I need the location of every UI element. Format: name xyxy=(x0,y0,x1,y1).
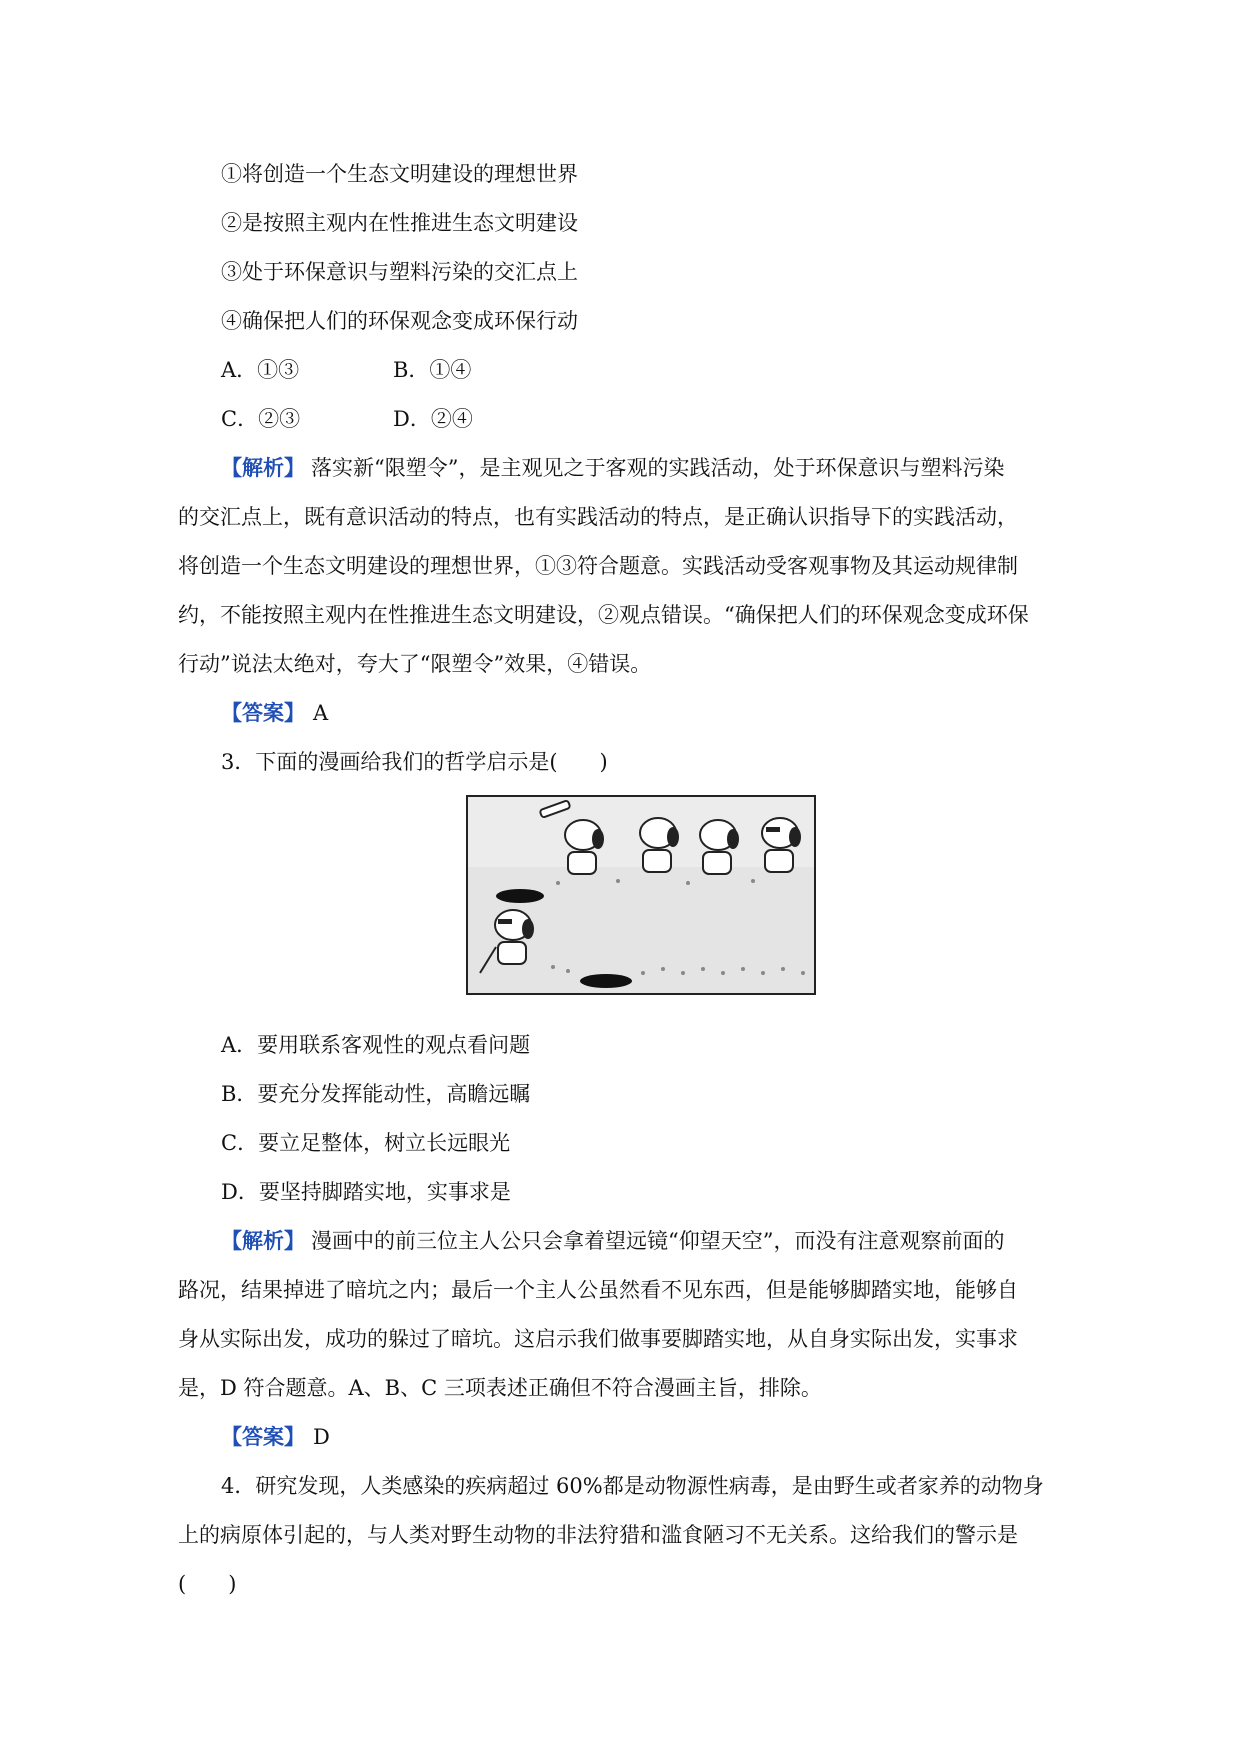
options-row-2 xyxy=(221,404,473,434)
option-b: B．①④ xyxy=(393,358,472,382)
answer-tag-3: 【答案】 xyxy=(221,1424,305,1449)
cartoon-image xyxy=(466,795,816,995)
analysis-line-5: 行动”说法太绝对，夸大了“限塑令”效果，④错误。 xyxy=(178,652,652,676)
option-c: C．②③ xyxy=(221,407,301,431)
option-b-3: B．要充分发挥能动性，高瞻远瞩 xyxy=(221,1082,531,1106)
answer-value-3: D xyxy=(313,1425,330,1449)
option-d: D．②④ xyxy=(393,407,473,431)
analysis-line-3: 将创造一个生态文明建设的理想世界，①③符合题意。实践活动受客观事物及其运动规律制 xyxy=(178,554,1018,578)
analysis-line-2: 的交汇点上，既有意识活动的特点，也有实践活动的特点，是正确认识指导下的实践活动， xyxy=(178,505,1018,529)
cartoon-illustration xyxy=(468,797,814,993)
option-c-3: C．要立足整体，树立长远眼光 xyxy=(221,1131,511,1155)
answer-line xyxy=(221,698,328,728)
analysis-line-4: 约，不能按照主观内在性推进生态文明建设，②观点错误。“确保把人们的环保观念变成环保 xyxy=(178,603,1029,627)
analysis-tag: 【解析】 xyxy=(221,455,305,480)
analysis-line-1: 【解析】 落实新“限塑令”，是主观见之于客观的实践活动，处于环保意识与塑料污染 xyxy=(221,455,1005,480)
option-a-3: A．要用联系客观性的观点看问题 xyxy=(221,1033,531,1057)
question-4-line-2: 上的病原体引起的，与人类对野生动物的非法狩猎和滥食陋习不无关系。这给我们的警示是 xyxy=(178,1523,1018,1547)
answer-value: A xyxy=(313,701,329,725)
statement-3: ③处于环保意识与塑料污染的交汇点上 xyxy=(221,260,578,284)
statement-4: ④确保把人们的环保观念变成环保行动 xyxy=(221,309,578,333)
statement-1: ①将创造一个生态文明建设的理想世界 xyxy=(221,162,578,186)
question-4-line-1: 4．研究发现，人类感染的疾病超过 60%都是动物源性病毒，是由野生或者家养的动物身 xyxy=(221,1474,1044,1498)
option-d-3: D．要坚持脚踏实地，实事求是 xyxy=(221,1180,511,1204)
options-row-1 xyxy=(221,355,471,385)
analysis-3-line-4: 是，D 符合题意。A、B、C 三项表述正确但不符合漫画主旨，排除。 xyxy=(178,1376,822,1400)
question-3-stem: 3．下面的漫画给我们的哲学启示是( ) xyxy=(221,750,608,774)
analysis-tag-3: 【解析】 xyxy=(221,1228,305,1253)
question-4-line-3: ( ) xyxy=(178,1572,237,1596)
analysis-3-line-1: 【解析】 漫画中的前三位主人公只会拿着望远镜“仰望天空”，而没有注意观察前面的 xyxy=(221,1228,1005,1253)
option-a: A．①③ xyxy=(221,358,300,382)
answer-tag: 【答案】 xyxy=(221,700,305,725)
statement-2: ②是按照主观内在性推进生态文明建设 xyxy=(221,211,578,235)
analysis-3-line-2: 路况，结果掉进了暗坑之内；最后一个主人公虽然看不见东西，但是能够脚踏实地，能够自 xyxy=(178,1278,1018,1302)
answer-3-line xyxy=(221,1422,330,1452)
analysis-3-line-3: 身从实际出发，成功的躲过了暗坑。这启示我们做事要脚踏实地，从自身实际出发，实事求 xyxy=(178,1327,1018,1351)
